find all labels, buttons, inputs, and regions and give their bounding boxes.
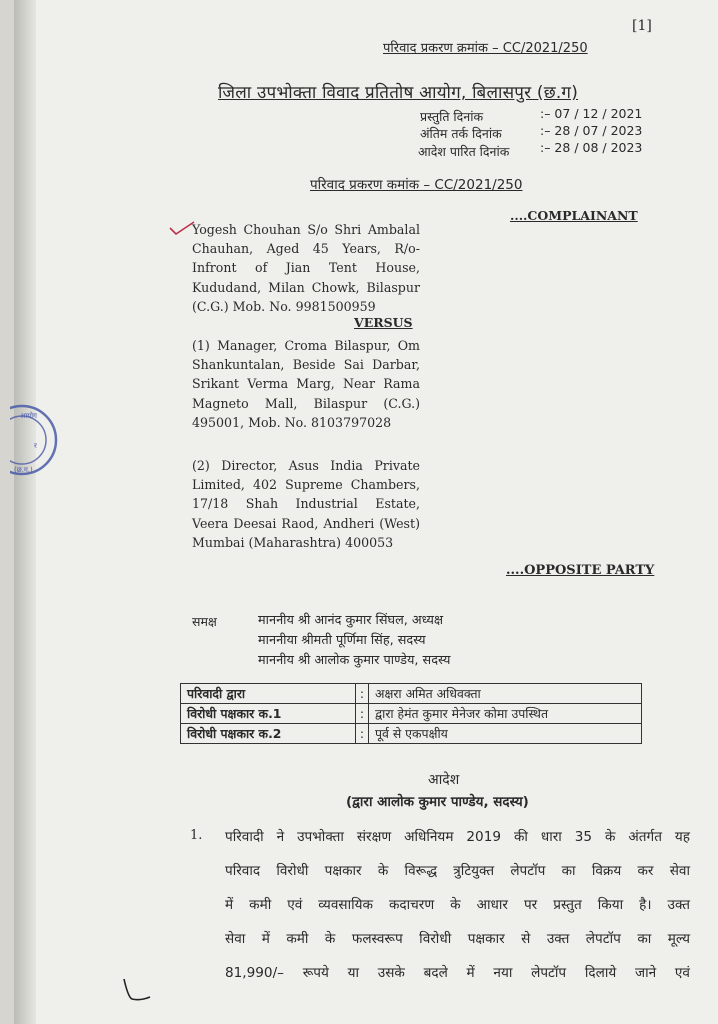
page-number: [1] xyxy=(632,18,652,34)
versus-label: VERSUS xyxy=(354,315,413,330)
opposite-party-label: ....OPPOSITE PARTY xyxy=(506,563,655,578)
bench-label: समक्ष xyxy=(192,614,217,629)
handwritten-pen-mark xyxy=(120,975,154,1005)
case-number: परिवाद प्रकरण कमांक – CC/2021/250 xyxy=(310,177,523,193)
date-value-order: :– 28 / 08 / 2023 xyxy=(540,140,643,155)
date-label-filing: प्रस्तुति दिनांक xyxy=(420,109,484,124)
paragraph-line: परिवादी ने उपभोक्ता संरक्षण अधिनियम 2019 की धारा 35 के अंतर्गत यह xyxy=(225,829,690,845)
date-value-final-argument: :– 28 / 07 / 2023 xyxy=(540,123,643,138)
date-value-filing: :– 07 / 12 / 2021 xyxy=(540,106,643,121)
separator-cell: : xyxy=(356,684,369,704)
table-row xyxy=(181,684,642,704)
commission-title: जिला उपभोक्ता विवाद प्रतितोष आयोग, बिलासपुर (छ.ग) xyxy=(218,83,579,103)
bench-member-3: माननीय श्री आलोक कुमार पाण्डेय, सदस्य xyxy=(258,653,451,668)
representation-table xyxy=(180,683,642,744)
order-author: (द्वारा आलोक कुमार पाण्डेय, सदस्य) xyxy=(346,794,529,810)
table-row xyxy=(181,704,642,724)
complainant-label: ....COMPLAINANT xyxy=(510,208,638,223)
paragraph-line: में कमी एवं व्यवसायिक कदाचरण के आधार पर प्रस्तुत किया है। उक्त xyxy=(225,897,690,913)
svg-text:र: र xyxy=(34,442,37,450)
party-cell: परिवादी द्वारा xyxy=(181,684,356,704)
party-cell: विरोधी पक्षकार क.1 xyxy=(181,704,356,724)
page-edge-shadow xyxy=(14,0,36,1024)
order-title: आदेश xyxy=(428,772,460,788)
svg-text:(छ.ग.): (छ.ग.) xyxy=(14,466,33,474)
separator-cell: : xyxy=(356,704,369,724)
paragraph-line: परिवाद विरोधी पक्षकार के विरूद्ध त्रुटियुक्त लेपटॉप का विक्रय कर सेवा xyxy=(225,863,690,879)
paragraph-line: सेवा में कमी के फलस्वरूप विरोधी पक्षकार से उक्त लेपटॉप का मूल्य xyxy=(225,931,690,947)
opposite-party-2: (2) Director, Asus India Private Limited, 402 Supreme Chambers, 17/18 Shah Industrial Estate, Veera Deesai Raod, Andheri (West) Mumbai (Maharashtra) 400053 xyxy=(192,458,420,550)
case-number-header: परिवाद प्रकरण क्रमांक – CC/2021/250 xyxy=(383,41,588,56)
representation-cell: अक्षरा अमित अधिवक्ता xyxy=(369,684,642,704)
representation-cell: द्वारा हेमंत कुमार मेनेजर कोमा उपस्थित xyxy=(369,704,642,724)
paragraph-line: 81,990/– रूपये या उसके बदले में नया लेपटॉप दिलाये जाने एवं xyxy=(225,965,690,981)
bench-member-president: माननीय श्री आनंद कुमार सिंघल, अध्यक्ष xyxy=(258,613,444,628)
party-cell: विरोधी पक्षकार क.2 xyxy=(181,724,356,744)
separator-cell: : xyxy=(356,724,369,744)
opposite-party-1: (1) Manager, Croma Bilaspur, Om Shankuntalan, Beside Sai Darbar, Srikant Verma Marg, Near Rama Magneto Mall, Bilaspur (C.G.) 495001, Mob. No. 8103797028 xyxy=(192,338,420,430)
official-seal-stamp xyxy=(10,388,62,492)
date-label-order: आदेश पारित दिनांक xyxy=(418,144,510,159)
svg-text:आयोग: आयोग xyxy=(20,412,37,420)
bench-member-2: माननीया श्रीमती पूर्णिमा सिंह, सदस्य xyxy=(258,633,426,648)
date-label-final-argument: अंतिम तर्क दिनांक xyxy=(420,126,502,141)
paragraph-number: 1. xyxy=(190,828,203,843)
representation-cell: पूर्व से एकपक्षीय xyxy=(369,724,642,744)
table-row xyxy=(181,724,642,744)
complainant-details: Yogesh Chouhan S/o Shri Ambalal Chauhan, Aged 45 Years, R/o- Infront of Jian Tent House, Kududand, Milan Chowk, Bilaspur (C.G.) Mob. No. 9981500959 xyxy=(192,222,420,314)
